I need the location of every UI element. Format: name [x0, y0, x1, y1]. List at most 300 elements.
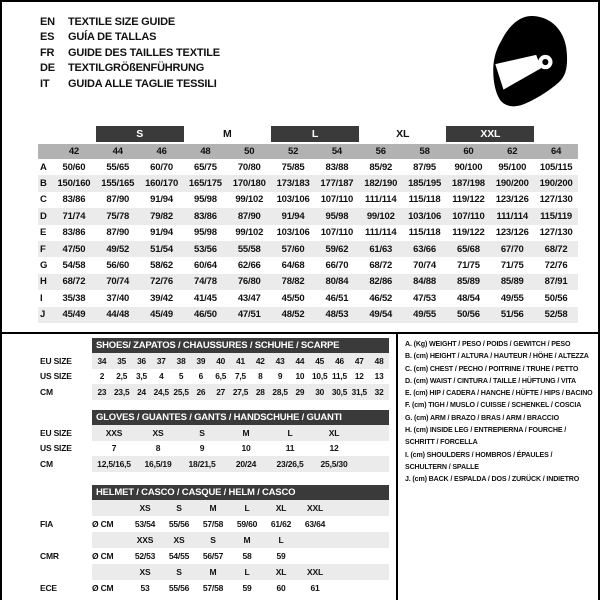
table-cell: 59/62 [325, 243, 349, 255]
table-cell: 20/24 [235, 458, 257, 469]
table-cell: 91/94 [281, 210, 305, 222]
table-cell: 83/86 [62, 227, 86, 239]
table-cell: S [176, 567, 182, 577]
table-cell: 150/160 [57, 178, 91, 190]
table-cell: 127/130 [539, 227, 573, 239]
table-cell: 25,5 [173, 386, 189, 397]
table-cell: 61 [310, 583, 320, 593]
table-cell: 85/92 [369, 161, 393, 173]
table-cell: 27,5 [232, 386, 249, 397]
table-cell: 6,5 [215, 371, 227, 382]
table-cell: 52/58 [544, 309, 568, 321]
table-cell: M [209, 503, 217, 513]
table-cell: 45/49 [150, 309, 173, 321]
table-cell: 60 [276, 583, 286, 593]
table-cell: 78/82 [281, 276, 305, 288]
row-label: CM [40, 386, 53, 397]
table-cell: 47/53 [413, 292, 436, 304]
table-title-bar: GLOVES / GUANTES / GANTS / HANDSCHUHE / GUANTI [92, 410, 389, 425]
table-cell: 59/60 [236, 519, 258, 529]
language-title-block [40, 14, 220, 92]
row-values [92, 353, 389, 369]
table-cell: M [243, 535, 251, 545]
table-cell: 61/62 [270, 519, 292, 529]
table-cell: 42 [255, 355, 265, 366]
table-cell: 24,5 [153, 386, 169, 397]
table-cell: 10,5 [312, 371, 328, 382]
table-cell: 119/122 [452, 227, 485, 239]
table-cell: 72/76 [544, 260, 568, 272]
table-cell: 115/119 [540, 210, 573, 222]
table-cell: M [242, 427, 250, 438]
table-cell: 170/180 [232, 178, 266, 190]
table-cell: 13 [374, 371, 384, 382]
row-values [92, 532, 389, 548]
table-cell: XL [275, 567, 287, 577]
table-row [38, 307, 578, 323]
language-code: DE [40, 62, 55, 75]
table-cell: Ø CM [92, 519, 114, 529]
table-cell: 35/38 [62, 292, 86, 304]
table-cell: L [244, 567, 250, 577]
table-cell: 56/57 [202, 551, 224, 561]
table-row [38, 225, 578, 241]
table-row [38, 290, 578, 306]
measurement-rows [38, 159, 578, 323]
row-label [38, 532, 92, 548]
table-cell: XXL [307, 503, 323, 513]
size-column-header: 54 [331, 146, 342, 157]
table-cell: 12 [329, 443, 339, 454]
row-label: D [40, 210, 47, 222]
table-cell: 55/56 [168, 519, 190, 529]
table-cell: 190/200 [495, 178, 529, 190]
table-cell: 9 [199, 443, 205, 454]
table-cell: 55/58 [237, 243, 261, 255]
table-cell: 30 [315, 386, 325, 397]
table-row [38, 580, 389, 596]
table-cell: 91/94 [150, 227, 173, 239]
table-cell: 63/64 [304, 519, 326, 529]
table-cell: 40 [216, 355, 226, 366]
table-cell: 95/100 [498, 161, 527, 173]
table-cell: 64/68 [281, 260, 305, 272]
table-cell: 11 [285, 443, 295, 454]
table-cell: XS [139, 567, 151, 577]
table-cell: 70/74 [413, 260, 436, 272]
vertical-divider [396, 332, 398, 600]
language-row [40, 30, 220, 46]
table-cell: 23,5 [114, 386, 130, 397]
guide-title: GUIDE DES TAILLES TEXTILE [68, 46, 220, 59]
table-row [38, 441, 389, 457]
table-cell: 62/66 [237, 260, 261, 272]
table-cell: 83/88 [325, 161, 349, 173]
textile-size-table [38, 126, 578, 323]
table-cell: 123/126 [495, 227, 529, 239]
table-cell: 23/26,5 [276, 458, 304, 469]
table-cell: Ø CM [92, 583, 114, 593]
table-cell: 2 [99, 371, 105, 382]
size-group-m: M [223, 128, 232, 140]
language-code: IT [40, 77, 50, 90]
table-cell: 85/89 [457, 276, 480, 288]
table-cell: 91/94 [150, 194, 173, 206]
table-cell: 95/98 [325, 210, 349, 222]
table-cell: 105/115 [539, 161, 573, 173]
table-cell: 65/75 [194, 161, 217, 173]
table-cell: 182/190 [364, 178, 398, 190]
table-cell: 165/175 [188, 178, 222, 190]
table-cell: 11,5 [332, 371, 347, 382]
shoes-size-table [38, 338, 389, 400]
legend-entry: D. (cm) WAIST / CINTURA / TAILLE / HÜFTUNG / VITA [405, 376, 577, 385]
language-row [40, 14, 220, 30]
guide-title: TEXTILE SIZE GUIDE [68, 15, 176, 28]
table-cell: 107/110 [452, 210, 485, 222]
table-cell: 68/72 [544, 243, 568, 255]
table-cell: 70/80 [237, 161, 261, 173]
legend-entry: J. (cm) BACK / ESPALDA / DOS / ZURÜCK / INDIETRO [405, 475, 580, 484]
row-label: H [40, 276, 47, 288]
row-values [92, 425, 389, 441]
table-cell: 58/62 [150, 260, 173, 272]
table-cell: 58 [242, 551, 252, 561]
horizontal-divider [2, 332, 600, 334]
table-cell: 187/198 [451, 178, 485, 190]
row-values [92, 548, 389, 564]
table-cell: 71/74 [62, 210, 86, 222]
table-cell: 55/56 [168, 583, 190, 593]
size-number-header-row [38, 144, 578, 159]
table-cell: 29 [295, 386, 305, 397]
table-cell: 54/58 [62, 260, 86, 272]
size-column-header: 52 [287, 146, 299, 157]
table-cell: 74/78 [194, 276, 217, 288]
table-cell: 53/56 [194, 243, 217, 255]
row-label: E [40, 227, 47, 239]
row-label: US SIZE [40, 371, 72, 382]
row-label: I [40, 292, 43, 304]
table-cell: 7,5 [235, 371, 246, 382]
table-cell: 75/85 [281, 161, 305, 173]
row-label: EU SIZE [40, 427, 72, 438]
size-column-header: 60 [463, 146, 474, 157]
table-cell: L [287, 427, 293, 438]
table-cell: 80/84 [325, 276, 349, 288]
table-row [38, 274, 578, 290]
language-row [40, 45, 220, 61]
language-code: FR [40, 46, 55, 59]
table-cell: XS [139, 503, 151, 513]
table-cell: 39/42 [150, 292, 173, 304]
helmet-size-table [38, 485, 389, 596]
table-cell: 7 [111, 443, 117, 454]
table-row [38, 208, 578, 224]
guide-title: GUÍA DE TALLAS [68, 31, 157, 44]
table-cell: 95/98 [194, 194, 217, 206]
row-label: US SIZE [40, 443, 72, 454]
table-cell: L [278, 535, 284, 545]
table-cell: 8 [258, 371, 263, 382]
table-cell: 46 [335, 355, 344, 366]
table-cell: 76/80 [237, 276, 261, 288]
row-label: ECE [40, 583, 57, 593]
language-row [40, 76, 220, 92]
table-cell: XL [328, 427, 340, 438]
legend-entry: H. (cm) INSIDE LEG / ENTREPIERNA / FOURCHE / SCHRITT / FORCELLA [405, 426, 567, 447]
row-label: FIA [40, 519, 54, 529]
table-cell: 99/102 [235, 227, 264, 239]
table-cell: 71/75 [457, 260, 480, 272]
table-row [38, 532, 389, 548]
row-label: EU SIZE [40, 355, 72, 366]
table-cell: 65/68 [457, 243, 480, 255]
table-cell: 79/82 [150, 210, 173, 222]
table-cell: 185/195 [408, 178, 442, 190]
table-cell: 16,5/19 [144, 458, 172, 469]
table-cell: 4 [159, 371, 164, 382]
table-cell: 18/21,5 [188, 458, 216, 469]
table-cell: 47/51 [237, 309, 261, 321]
table-cell: 127/130 [539, 194, 573, 206]
table-cell: 53/54 [134, 519, 156, 529]
table-cell: 60/70 [150, 161, 173, 173]
row-label [38, 500, 92, 516]
table-cell: 2,5 [116, 371, 128, 382]
legend-entry: E. (cm) HIP / CADERA / HANCHE / HÜFTE / HIPS / BACINO [405, 389, 593, 398]
table-cell: 48/54 [457, 292, 480, 304]
table-cell: 83/86 [194, 210, 217, 222]
table-row [38, 241, 578, 257]
table-cell: 70/74 [106, 276, 130, 288]
table-cell: 49/54 [369, 309, 393, 321]
size-column-header: 62 [507, 146, 518, 157]
table-cell: 30,5 [331, 386, 348, 397]
table-cell: 87/90 [237, 210, 261, 222]
table-cell: 111/114 [365, 194, 397, 206]
table-cell: 111/114 [365, 227, 397, 239]
table-cell: 48/52 [281, 309, 305, 321]
table-cell: 43/47 [237, 292, 261, 304]
table-cell: 45/50 [281, 292, 305, 304]
table-cell: 26 [196, 386, 206, 397]
size-column-header: 56 [375, 146, 386, 157]
table-cell: Ø CM [92, 551, 114, 561]
table-cell: 60/64 [194, 260, 217, 272]
row-label: F [40, 243, 46, 255]
table-cell: 51/54 [150, 243, 173, 255]
table-cell: 84/88 [413, 276, 436, 288]
table-cell: 115/118 [408, 227, 441, 239]
legend-entry: I. (cm) SHOULDERS / HOMBROS / ÉPAULES / SCHULTERN / SPALLE [405, 450, 553, 471]
table-cell: 123/126 [495, 194, 529, 206]
helmet-icon [488, 14, 570, 108]
language-code: ES [40, 31, 55, 44]
table-cell: 68/72 [62, 276, 86, 288]
table-cell: 87/90 [106, 227, 130, 239]
table-row [38, 257, 578, 273]
size-column-header: 58 [419, 146, 430, 157]
table-cell: 59 [276, 551, 286, 561]
table-cell: 103/106 [276, 227, 310, 239]
size-column-header: 64 [550, 146, 562, 157]
table-cell: 90/100 [454, 161, 483, 173]
table-cell: 37 [156, 355, 166, 366]
size-column-header: 50 [244, 146, 255, 157]
table-cell: 34 [97, 355, 107, 366]
table-cell: 41 [236, 355, 245, 366]
table-cell: 72/76 [150, 276, 173, 288]
table-cell: 38 [176, 355, 186, 366]
size-column-header: 42 [68, 146, 79, 157]
table-cell: 115/118 [408, 194, 441, 206]
table-cell: 119/122 [452, 194, 485, 206]
gloves-size-table [38, 410, 389, 472]
table-cell: 47/50 [62, 243, 86, 255]
row-label: CM [40, 458, 53, 469]
guide-title: TEXTILGRÖßENFÜHRUNG [68, 62, 205, 75]
table-cell: 41/45 [194, 292, 217, 304]
table-cell: 51/56 [500, 309, 524, 321]
table-cell: 49/55 [500, 292, 524, 304]
legend-entry: B. (cm) HEIGHT / ALTURA / HAUTEUR / HÖHE / ALTEZZA [405, 352, 589, 361]
table-cell: 49/55 [413, 309, 436, 321]
table-cell: 32 [374, 386, 384, 397]
table-row [38, 192, 578, 208]
row-label: C [40, 194, 47, 206]
table-cell: S [210, 535, 216, 545]
table-cell: XS [152, 427, 164, 438]
table-cell: 46/52 [369, 292, 393, 304]
table-cell: 49/52 [106, 243, 130, 255]
table-title-bar: SHOES/ ZAPATOS / CHAUSSURES / SCHUHE / SCARPE [92, 338, 389, 353]
table-cell: 5 [178, 371, 184, 382]
table-cell: 55/65 [106, 161, 130, 173]
table-cell: 63/66 [413, 243, 436, 255]
table-cell: 45/49 [62, 309, 86, 321]
row-label: CMR [40, 551, 59, 561]
table-title-bar: HELMET / CASCO / CASQUE / HELM / CASCO [92, 485, 389, 500]
row-label: G [40, 260, 48, 272]
size-group-header-row [38, 126, 578, 143]
table-cell: 99/102 [366, 210, 395, 222]
table-cell: XS [173, 535, 185, 545]
table-cell: 46/50 [194, 309, 217, 321]
table-cell: XL [275, 503, 287, 513]
size-group-l: L [271, 126, 359, 142]
table-cell: 99/102 [235, 194, 264, 206]
table-cell: 28,5 [272, 386, 288, 397]
table-cell: 44/48 [106, 309, 130, 321]
table-cell: 10 [295, 371, 305, 382]
legend-entry: A. (Kg) WEIGHT / PESO / POIDS / GEWITCH / PESO [405, 340, 571, 348]
size-group-s: S [96, 126, 184, 142]
table-cell: XXS [105, 427, 123, 438]
table-cell: 39 [196, 355, 206, 366]
table-cell: 190/200 [539, 178, 573, 190]
column-header-spacer [38, 144, 52, 159]
table-cell: 75/78 [106, 210, 130, 222]
table-cell: 57/58 [202, 583, 224, 593]
table-cell: 23 [97, 386, 107, 397]
table-cell: 28 [255, 386, 265, 397]
table-cell: 177/187 [320, 178, 354, 190]
table-cell: 35 [117, 355, 127, 366]
table-cell: 95/98 [194, 227, 217, 239]
table-cell: 6 [198, 371, 204, 382]
language-code: EN [40, 15, 55, 28]
table-row [38, 369, 389, 385]
size-group-xl: XL [396, 128, 410, 140]
table-cell: 103/106 [408, 210, 442, 222]
table-row [38, 425, 389, 441]
size-column-header: 44 [112, 146, 123, 157]
table-cell: 67/70 [500, 243, 524, 255]
row-values [92, 441, 389, 457]
table-cell: 155/165 [101, 178, 135, 190]
table-cell: 53 [140, 583, 150, 593]
table-cell: 85/89 [500, 276, 524, 288]
table-cell: 61/63 [369, 243, 393, 255]
table-cell: 48 [374, 355, 384, 366]
legend-entry: G. (cm) ARM / BRAZO / BRAS / ARM / BRACCIO [405, 413, 559, 422]
table-row [38, 516, 389, 532]
table-row [38, 548, 389, 564]
table-cell: 59 [242, 583, 252, 593]
table-cell: 71/75 [500, 260, 524, 272]
row-label: A [40, 161, 47, 173]
table-cell: M [209, 567, 217, 577]
table-cell: 43 [275, 355, 285, 366]
language-row [40, 61, 220, 77]
table-row [38, 500, 389, 516]
row-values [92, 369, 389, 385]
table-row [38, 384, 389, 400]
table-cell: 50/60 [62, 161, 86, 173]
table-cell: 46/51 [325, 292, 349, 304]
row-values [92, 564, 389, 580]
measurement-legend [405, 338, 596, 486]
guide-title: GUIDA ALLE TAGLIE TESSILI [68, 77, 217, 90]
table-cell: 82/86 [369, 276, 393, 288]
table-cell: 66/70 [325, 260, 349, 272]
table-cell: 47 [354, 355, 364, 366]
table-cell: 57/58 [202, 519, 224, 529]
table-cell: 54/55 [168, 551, 190, 561]
table-cell: 103/106 [276, 194, 310, 206]
row-values [92, 384, 389, 400]
table-cell: 52/53 [134, 551, 156, 561]
table-cell: XXL [307, 567, 323, 577]
table-cell: 36 [137, 355, 146, 366]
size-column-header: 48 [200, 146, 211, 157]
legend-entry: C. (cm) CHEST / PECHO / POITRINE / TRUHE / PETTO [405, 364, 579, 373]
table-cell: 111/114 [496, 210, 528, 222]
table-row [38, 353, 389, 369]
table-cell: 24 [137, 386, 146, 397]
table-cell: S [176, 503, 182, 513]
table-cell: 87/91 [544, 276, 568, 288]
table-cell: 8 [155, 443, 161, 454]
table-cell: 9 [277, 371, 283, 382]
table-cell: 12,5/16,5 [97, 458, 131, 469]
legend-entry: F. (cm) TIGH / MUSLO / CUISSE / SCHENKEL / COSCIA [405, 401, 582, 410]
table-row [38, 456, 389, 472]
table-cell: 83/86 [62, 194, 86, 206]
table-cell: 160/170 [145, 178, 179, 190]
table-cell: 107/110 [320, 227, 354, 239]
